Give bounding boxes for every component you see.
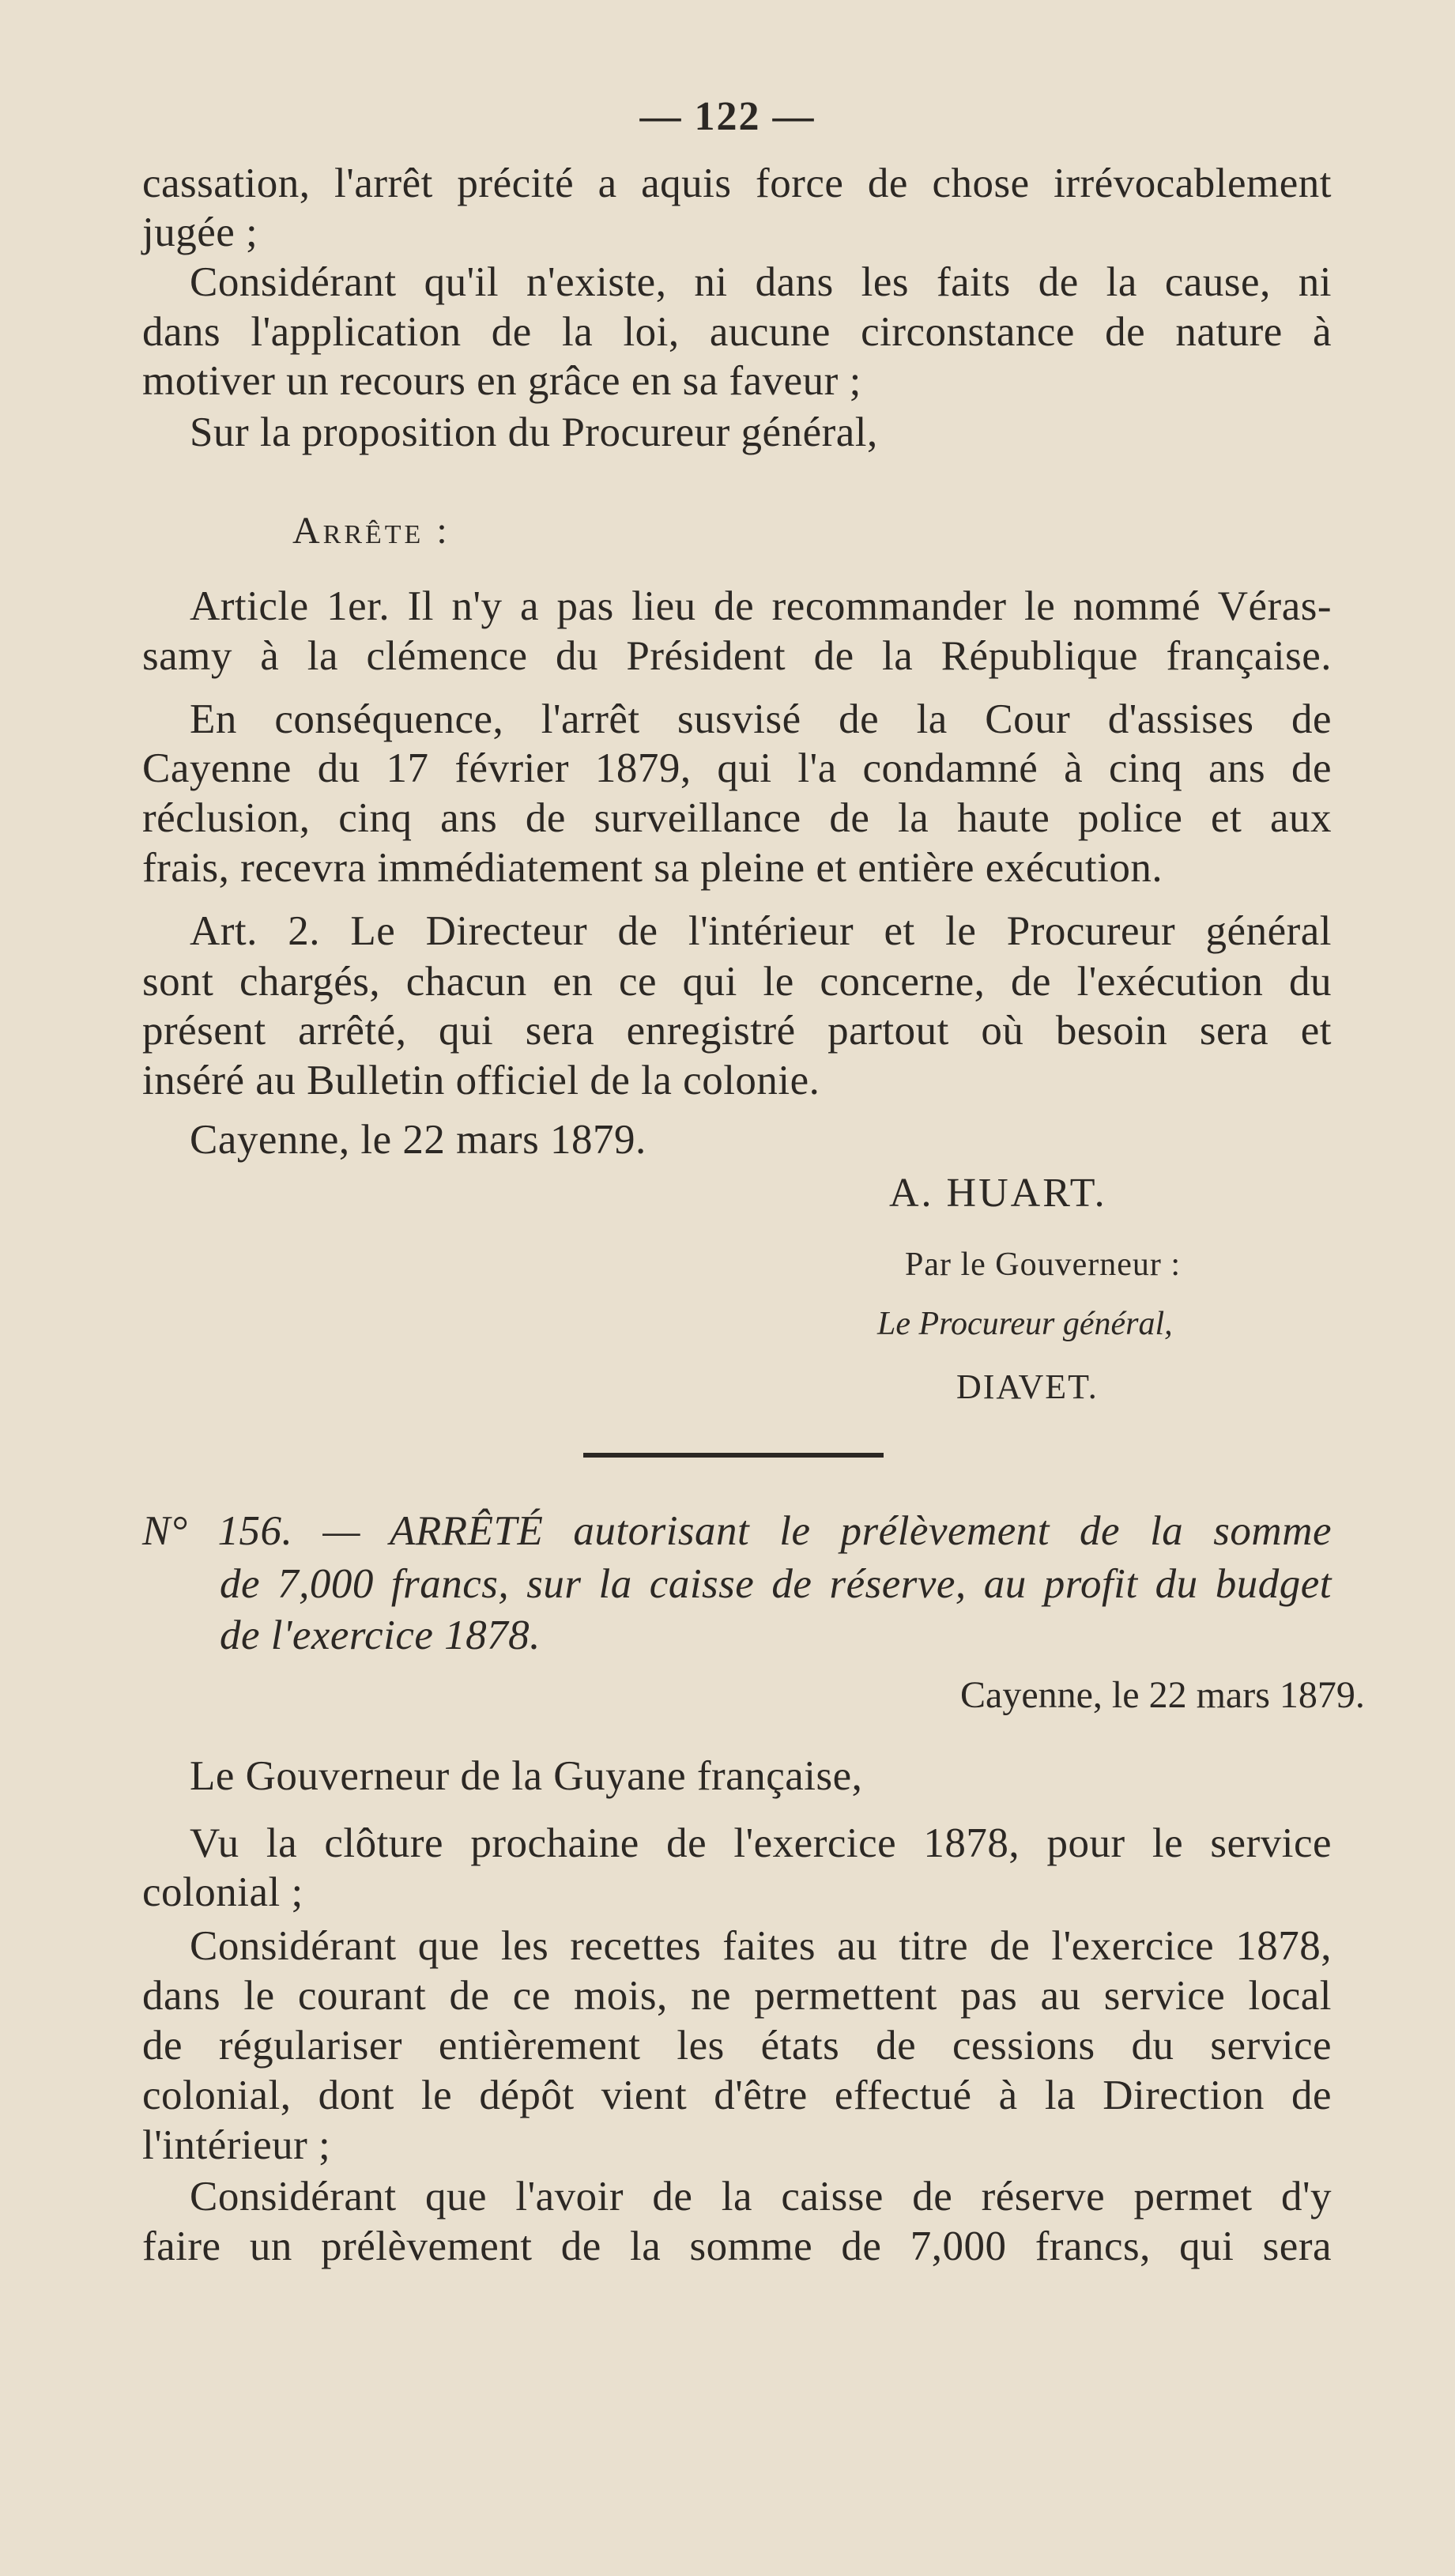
text-line: inséré au Bulletin officiel de la colonie. [142,1058,820,1103]
section-divider [583,1453,884,1458]
text-line: réclusion, cinq ans de surveillance de la haute police et aux [142,795,1332,841]
text-line: En conséquence, l'arrêt susvisé de la Cour d'assises de [190,696,1332,742]
text-line: Cayenne du 17 février 1879, qui l'a condamné à cinq ans de [142,745,1332,791]
text-line: Le Gouverneur de la Guyane française, [190,1753,863,1799]
text-line: faire un prélèvement de la somme de 7,000 francs, qui sera [142,2223,1332,2269]
text-line: Article 1er. Il n'y a pas lieu de recommander le nommé Véras- [190,583,1332,629]
text-line: dans l'application de la loi, aucune circonstance de nature à [142,309,1332,355]
text-line: Considérant que les recettes faites au titre de l'exercice 1878, [190,1923,1332,1969]
text-line: Vu la clôture prochaine de l'exercice 1878, pour le service [190,1820,1332,1866]
text-line: Considérant que l'avoir de la caisse de réserve permet d'y [190,2174,1332,2220]
text-line: Considérant qu'il n'existe, ni dans les faits de la cause, ni [190,259,1332,305]
signature-name-2: DIAVET. [956,1367,1099,1406]
decree-title-line: N° 156. — ARRÊTÉ autorisant le prélèvement de la somme [142,1508,1332,1554]
signature-by: Par le Gouverneur : [905,1247,1182,1283]
decree-dateline: Cayenne, le 22 mars 1879. [960,1674,1365,1716]
text-line: jugée ; [142,209,258,255]
decree-title-line: de 7,000 francs, sur la caisse de réserve, au profit du budget [220,1561,1332,1607]
text-line: présent arrêté, qui sera enregistré partout où besoin sera et [142,1008,1332,1054]
signature-role: Le Procureur général, [877,1306,1173,1342]
text-line: colonial, dont le dépôt vient d'être effectué à la Direction de [142,2072,1332,2118]
text-line: frais, recevra immédiatement sa pleine et entière exécution. [142,845,1163,891]
text-line: sont chargés, chacun en ce qui le concerne, de l'exécution du [142,959,1332,1005]
signature-name: A. HUART. [889,1171,1107,1216]
text-line: Cayenne, le 22 mars 1879. [190,1117,646,1163]
text-line: de régulariser entièrement les états de cessions du service [142,2023,1332,2069]
text-line: dans le courant de ce mois, ne permettent pas au service local [142,1973,1332,2019]
arrete-heading: Arrête : [292,510,450,552]
text-line: samy à la clémence du Président de la République française. [142,633,1332,679]
text-line: l'intérieur ; [142,2122,331,2168]
page-number: — 122 — [639,94,816,139]
text-line: motiver un recours en grâce en sa faveur ; [142,358,861,404]
decree-title-line: de l'exercice 1878. [220,1612,541,1658]
text-line: Sur la proposition du Procureur général, [190,409,878,455]
text-line: cassation, l'arrêt précité a aquis force de chose irrévocablement [142,160,1332,206]
text-line: Art. 2. Le Directeur de l'intérieur et le Procureur général [190,908,1332,954]
text-line: colonial ; [142,1869,303,1915]
